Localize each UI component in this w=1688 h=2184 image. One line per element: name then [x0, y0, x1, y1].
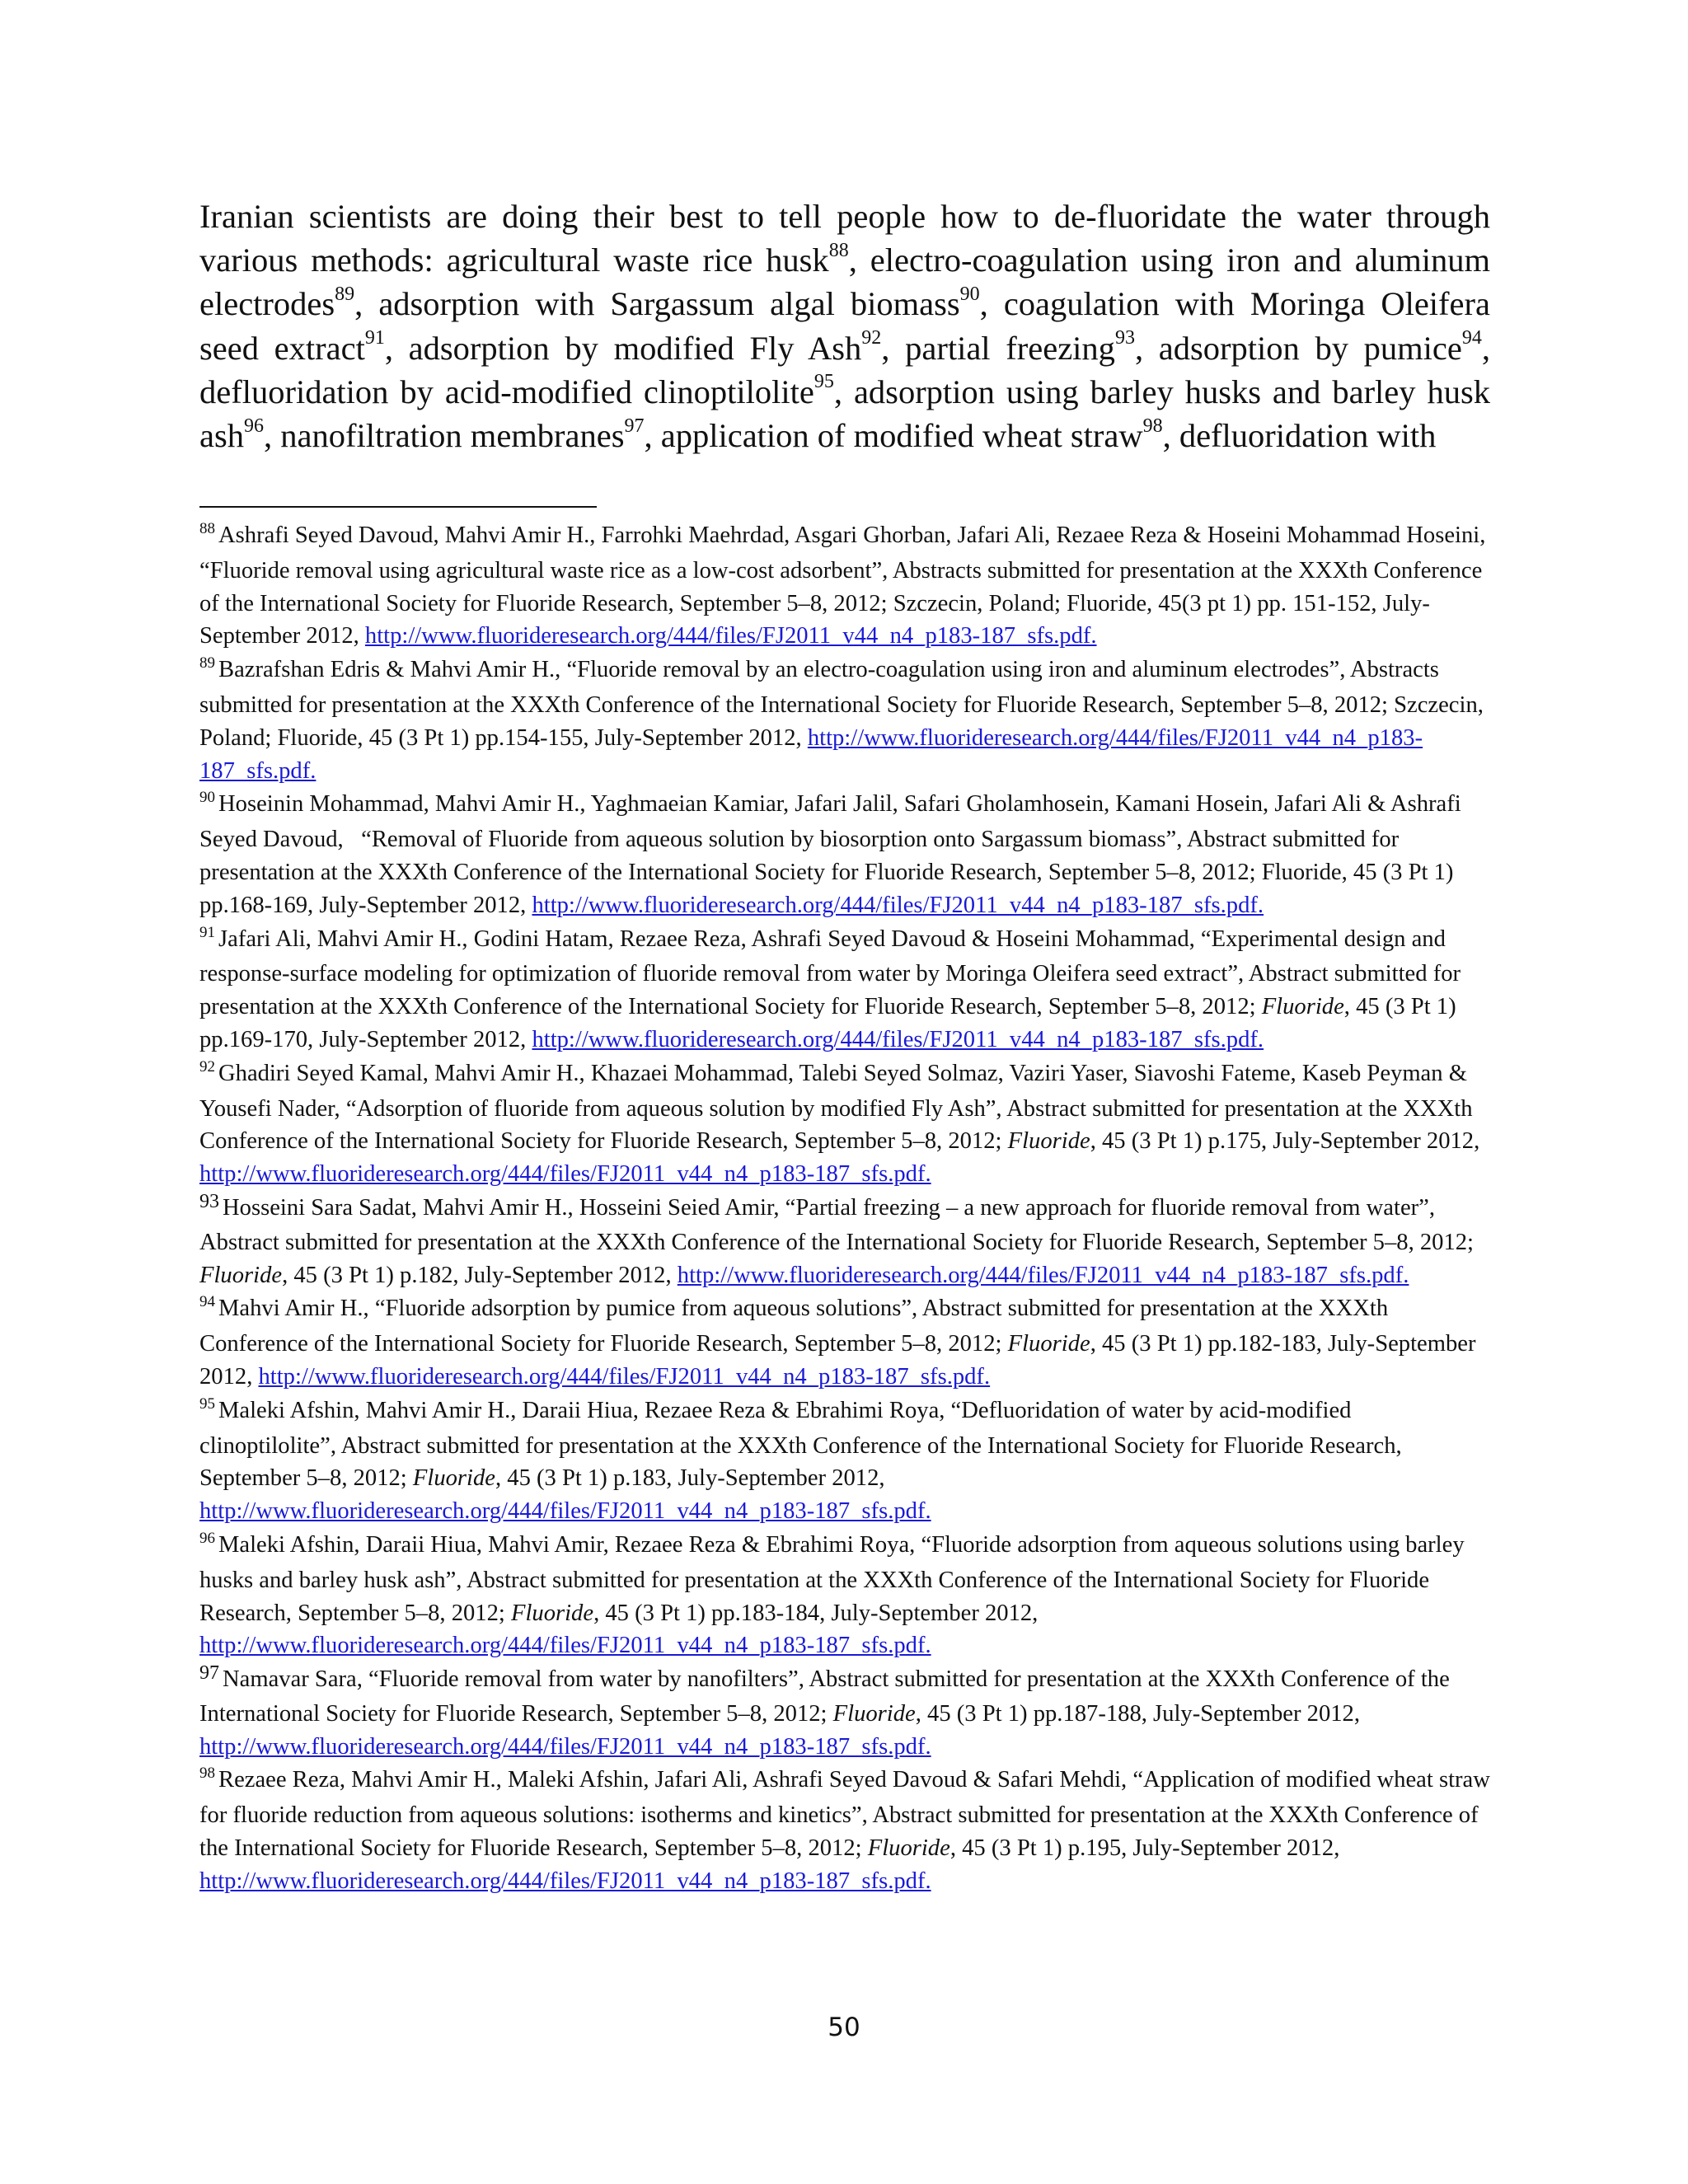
- reference-link[interactable]: http://www.fluorideresearch.org/444/files/FJ2011_v44_n4_p183-187_sfs.pdf.: [364, 623, 1097, 649]
- footnote-ref: 94: [1461, 327, 1482, 349]
- body-text: , defluoridation with: [1162, 417, 1437, 455]
- body-text: , partial freezing: [881, 329, 1115, 367]
- reference-link[interactable]: http://www.fluorideresearch.org/444/files/FJ2011_v44_n4_p183-187_sfs.pdf.: [532, 1026, 1264, 1052]
- footnote-text: , 45 (3 Pt 1) pp.183-184, July-September 2012,: [593, 1600, 1039, 1626]
- body-text: , application of modified wheat straw: [644, 417, 1143, 455]
- footnote-number: 94: [199, 1293, 215, 1311]
- reference-link[interactable]: http://www.fluorideresearch.org/444/files/FJ2011_v44_n4_p183-187_sfs.pdf.: [199, 1733, 931, 1760]
- footnote-number: 96: [199, 1529, 215, 1547]
- footnote-text: Maleki Afshin, Daraii Hiua, Mahvi Amir, Rezaee Reza & Ebrahimi Roya, “Fluoride adsorption from aqueous solutions using barley husks and barley husk ash”, Abstract submitted for presentation at the XXXth Conference of the International Society for Fluoride Research, September 5–8, 2012;: [199, 1531, 1465, 1626]
- footnote-number: 89: [199, 654, 215, 673]
- footnote-text: , 45 (3 Pt 1) p.195, July-September 2012,: [950, 1835, 1340, 1862]
- footnote-number: 93: [199, 1190, 219, 1212]
- footnote-text: Mahvi Amir H., “Fluoride adsorption by pumice from aqueous solutions”, Abstract submitted for presentation at the XXXth Conference of the International Society for Fluoride Research, September 5–8, 2012;: [199, 1296, 1389, 1357]
- footnote-89: [199, 654, 1490, 787]
- footnote-91: [199, 923, 1490, 1057]
- footnote-95: [199, 1394, 1490, 1528]
- footnote-separator: [199, 506, 597, 508]
- journal-name: Fluoride: [1007, 1128, 1090, 1155]
- footnote-ref: 92: [861, 327, 882, 349]
- footnote-text: Bazrafshan Edris & Mahvi Amir H., “Fluoride removal by an electro-coagulation using iron and aluminum electrodes”, Abstracts submitted for presentation at the XXXth Conference of the International Society for Fluoride Research, September 5–8, 2012; Szczecin, Poland; Fluoride, 45 (3 Pt 1) pp.154-155, July-September 2012,: [199, 657, 1484, 751]
- footnote-ref: 98: [1142, 415, 1163, 437]
- footnote-text: , 45 (3 Pt 1) p.175, July-September 2012,: [1090, 1128, 1480, 1155]
- journal-name: Fluoride: [412, 1465, 495, 1492]
- footnote-text: Namavar Sara, “Fluoride removal from water by nanofilters”, Abstract submitted for presentation at the XXXth Conference of the International Society for Fluoride Research, September 5–8, 2012;: [199, 1666, 1450, 1727]
- footnote-92: [199, 1057, 1490, 1191]
- footnote-number: 88: [199, 520, 215, 537]
- body-paragraph: [199, 194, 1490, 457]
- footnote-ref: 88: [828, 239, 849, 261]
- footnote-text: , 45 (3 Pt 1) pp.187-188, July-September 2012,: [915, 1700, 1360, 1727]
- footnote-ref: 93: [1114, 327, 1135, 349]
- footnote-ref: 89: [335, 283, 355, 305]
- footnote-text: Hoseinin Mohammad, Mahvi Amir H., Yaghmaeian Kamiar, Jafari Jalil, Safari Gholamhosein, Kamani Hosein, Jafari Ali & Ashrafi Seyed Davoud, “Removal of Fluoride from aqueous solution by biosorption onto Sargassum biomass”, Abstract submitted for presentation at the XXXth Conference of the International Society for Fluoride Research, September 5–8, 2012; Fluoride, 45 (3 Pt 1) pp.168-169, July-September 2012,: [199, 791, 1461, 918]
- reference-link[interactable]: http://www.fluorideresearch.org/444/files/FJ2011_v44_n4_p183-187_sfs.pdf.: [199, 1161, 931, 1188]
- footnote-text: Rezaee Reza, Mahvi Amir H., Maleki Afshin, Jafari Ali, Ashrafi Seyed Davoud & Safari Mehdi, “Application of modified wheat straw for fluoride reduction from aqueous solutions: isotherms and kinetics”, Abstract submitted for presentation at the XXXth Conference of the International Society for Fluoride Research, September 5–8, 2012;: [199, 1767, 1490, 1862]
- footnote-text: Jafari Ali, Mahvi Amir H., Godini Hatam, Rezaee Reza, Ashrafi Seyed Davoud & Hoseini Mohammad, “Experimental design and response-surface modeling for optimization of fluoride removal from water by Moringa Oleifera seed extract”, Abstract submitted for presentation at the XXXth Conference of the International Society for Fluoride Research, September 5–8, 2012;: [199, 926, 1461, 1020]
- footnote-number: 97: [199, 1662, 219, 1685]
- footnote-number: 98: [199, 1765, 215, 1783]
- footnote-text: Hosseini Sara Sadat, Mahvi Amir H., Hosseini Seied Amir, “Partial freezing – a new approach for fluoride removal from water”, Abstract submitted for presentation at the XXXth Conference of the International Society for Fluoride Research, September 5–8, 2012;: [199, 1194, 1475, 1255]
- reference-link[interactable]: http://www.fluorideresearch.org/444/files/FJ2011_v44_n4_p183-187_sfs.pdf.: [677, 1262, 1409, 1288]
- body-text: , defluoridation by acid-modified clinoptilolite: [199, 329, 1491, 410]
- journal-name: Fluoride: [510, 1600, 594, 1626]
- body-text: , adsorption using barley husks and barley husk ash: [199, 373, 1490, 455]
- footnote-text: , 45 (3 Pt 1) p.182, July-September 2012,: [282, 1262, 678, 1288]
- journal-name: Fluoride: [867, 1835, 950, 1862]
- footnote-96: [199, 1529, 1490, 1662]
- footnote-text: Maleki Afshin, Mahvi Amir H., Daraii Hiua, Rezaee Reza & Ebrahimi Roya, “Defluoridation of water by acid-modified clinoptilolite”, Abstract submitted for presentation at the XXXth Conference of the International Society for Fluoride Research, September 5–8, 2012;: [199, 1397, 1402, 1492]
- body-text: , adsorption by modified Fly Ash: [384, 329, 862, 367]
- footnote-number: 95: [199, 1394, 215, 1413]
- reference-link[interactable]: http://www.fluorideresearch.org/444/files/FJ2011_v44_n4_p183-187_sfs.pdf.: [532, 892, 1264, 918]
- footnote-ref: 95: [814, 371, 834, 393]
- body-text: , nanofiltration membranes: [264, 417, 625, 455]
- reference-link[interactable]: http://www.fluorideresearch.org/444/files/FJ2011_v44_n4_p183-187_sfs.pdf.: [199, 1498, 931, 1525]
- reference-link[interactable]: http://www.fluorideresearch.org/444/files/FJ2011_v44_n4_p183-187_sfs.pdf.: [258, 1363, 991, 1390]
- footnote-ref: 91: [364, 327, 385, 349]
- body-text: , adsorption with Sargassum algal biomass: [354, 285, 960, 323]
- footnote-text: Ghadiri Seyed Kamal, Mahvi Amir H., Khazaei Mohammad, Talebi Seyed Solmaz, Vaziri Yaser, Siavoshi Fateme, Kaseb Peyman & Yousefi Nader, “Adsorption of fluoride from aqueous solution by modified Fly Ash”, Abstract submitted for presentation at the XXXth Conference of the International Society for Fluoride Research, September 5–8, 2012;: [199, 1060, 1473, 1155]
- footnote-98: [199, 1764, 1490, 1897]
- footnotes-list: [199, 519, 1490, 1899]
- reference-link[interactable]: http://www.fluorideresearch.org/444/files/FJ2011_v44_n4_p183-187_sfs.pdf.: [199, 1868, 931, 1894]
- body-text: , electro-coagulation using iron and aluminum electrodes: [199, 241, 1490, 323]
- reference-link[interactable]: http://www.fluorideresearch.org/444/files/FJ2011_v44_n4_p183-187_sfs.pdf.: [199, 1633, 931, 1659]
- body-text: , coagulation with Moringa Oleifera seed extract: [199, 285, 1490, 367]
- footnote-number: 92: [199, 1057, 215, 1076]
- footnote-90: [199, 788, 1490, 921]
- reference-link[interactable]: http://www.fluorideresearch.org/444/files/FJ2011_v44_n4_p183-187_sfs.pdf.: [199, 724, 1423, 784]
- footnote-text: , 45 (3 Pt 1) p.183, July-September 2012,: [495, 1465, 885, 1492]
- journal-name: Fluoride: [1007, 1331, 1090, 1357]
- footnote-ref: 90: [959, 283, 980, 305]
- journal-name: Fluoride: [832, 1700, 916, 1727]
- footnote-ref: 97: [624, 415, 645, 437]
- footnote-88: [199, 519, 1490, 653]
- journal-name: Fluoride: [199, 1262, 283, 1288]
- footnote-94: [199, 1292, 1490, 1393]
- footnote-93: [199, 1192, 1490, 1291]
- footnote-number: 90: [199, 789, 215, 807]
- footnote-text: , 45 (3 Pt 1) pp.182-183, July-September 2012,: [199, 1331, 1476, 1390]
- journal-name: Fluoride: [1261, 994, 1344, 1020]
- footnote-text: , 45 (3 Pt 1) pp.169-170, July-September 2012,: [199, 994, 1456, 1052]
- body-text: , adsorption by pumice: [1134, 329, 1462, 367]
- footnote-97: [199, 1663, 1490, 1763]
- page-number: 50: [828, 2013, 860, 2042]
- footnote-text: Ashrafi Seyed Davoud, Mahvi Amir H., Farrohki Maehrdad, Asgari Ghorban, Jafari Ali, Rezaee Reza & Hoseini Mohammad Hoseini, “Fluoride removal using agricultural waste rice as a low-cost adsorbent”, Abstracts submitted for presentation at the XXXth Conference of the International Society for Fluoride Research, September 5–8, 2012; Szczecin, Poland; Fluoride, 45(3 pt 1) pp. 151-152, July-September 2012,: [199, 523, 1486, 649]
- footnote-number: 91: [199, 923, 215, 941]
- footnote-ref: 96: [244, 415, 264, 437]
- body-text: Iranian scientists are doing their best to tell people how to de-fluoridate the water through various methods: agricultural waste rice husk: [199, 198, 1490, 279]
